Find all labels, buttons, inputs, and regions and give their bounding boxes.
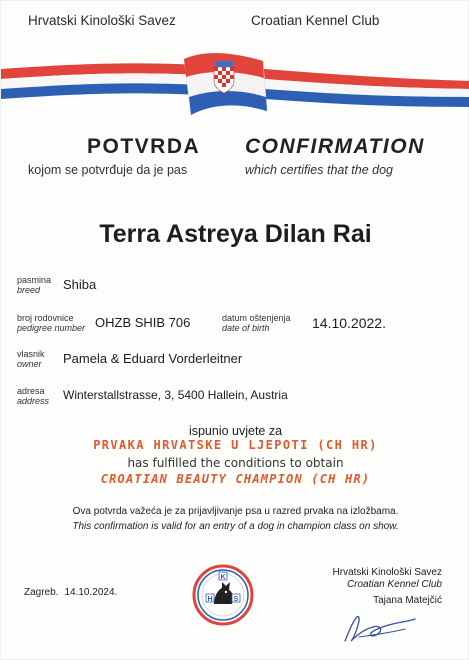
- subtitle-hr: kojom se potvrđuje da je pas: [28, 163, 188, 177]
- title-hr: POTVRDA: [87, 135, 201, 158]
- conditions-line-en: has fulfilled the conditions to obtain: [127, 456, 344, 470]
- address-label-hr: adresa: [17, 386, 45, 396]
- dob-label-en: date of birth: [222, 323, 270, 333]
- croatian-flag-banner: [1, 31, 469, 131]
- champion-title-hr: PRVAKA HRVATSKE U LJEPOTI (CH HR): [93, 438, 378, 452]
- address-label-en: address: [17, 396, 50, 406]
- footer-org-hr: Hrvatski Kinološki Savez: [332, 567, 442, 578]
- breed-value: Shiba: [63, 277, 97, 292]
- header-org-en: Croatian Kennel Club: [251, 13, 380, 28]
- dog-name: Terra Astreya Dilan Rai: [99, 220, 372, 248]
- signer-name: Tajana Matejčić: [373, 595, 442, 606]
- logo-letter-k: K: [220, 574, 226, 581]
- pedigree-value: OHZB SHIB 706: [95, 315, 191, 330]
- place-date: [24, 587, 117, 598]
- header-org-hr: Hrvatski Kinološki Savez: [28, 13, 176, 28]
- footer-org-en: Croatian Kennel Club: [346, 579, 442, 590]
- handwritten-signature: [339, 607, 419, 647]
- address-value: Winterstallstrasse, 3, 5400 Hallein, Austria: [63, 388, 288, 402]
- dob-value: 14.10.2022.: [312, 315, 386, 331]
- address-label: [17, 386, 49, 406]
- dob-label: [222, 313, 291, 333]
- owner-label: [17, 349, 45, 369]
- champion-title-en: CROATIAN BEAUTY CHAMPION (CH HR): [100, 472, 371, 486]
- breed-label-hr: pasmina: [17, 275, 52, 285]
- owner-value: Pamela & Eduard Vorderleitner: [63, 351, 243, 366]
- logo-letter-s: S: [233, 596, 239, 603]
- title-en: CONFIRMATION: [245, 135, 425, 158]
- logo-letter-h: H: [207, 596, 213, 603]
- pedigree-label-en: pedigree number: [17, 323, 86, 333]
- pedigree-label: [17, 313, 85, 333]
- kennel-club-logo: [192, 564, 254, 626]
- conditions-line-hr: ispunio uvjete za: [188, 424, 283, 438]
- dob-label-hr: datum oštenjenja: [222, 313, 291, 323]
- breed-label: [17, 275, 51, 295]
- subtitle-en: which certifies that the dog: [245, 163, 393, 177]
- breed-label-en: breed: [17, 285, 41, 295]
- owner-label-hr: vlasnik: [17, 349, 45, 359]
- validity-note-en: This confirmation is valid for an entry of a dog in champion class on show.: [72, 521, 399, 532]
- owner-label-en: owner: [17, 359, 42, 369]
- place: Zagreb.: [24, 587, 59, 598]
- issue-date: 14.10.2024.: [64, 587, 118, 598]
- validity-note-hr: Ova potvrda važeća je za prijavljivanje psa u razred prvaka na izložbama.: [72, 506, 399, 517]
- pedigree-label-hr: broj rodovnice: [17, 313, 74, 323]
